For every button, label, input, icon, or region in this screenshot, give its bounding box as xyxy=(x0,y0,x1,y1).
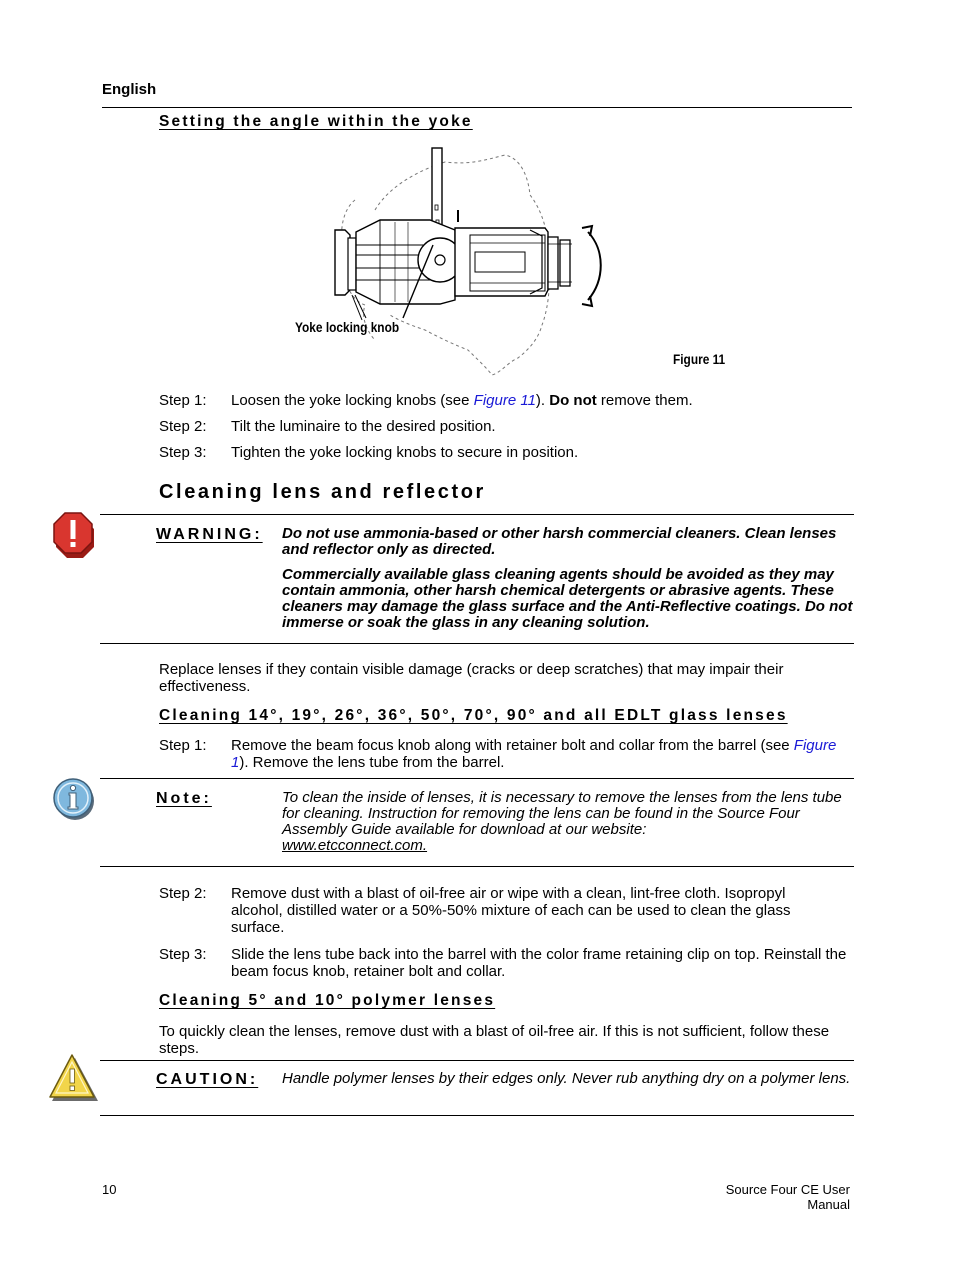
note-label: Note: xyxy=(156,790,212,807)
step-item xyxy=(159,737,859,773)
step-text: Tilt the luminaire to the desired position. xyxy=(231,418,496,435)
step-text-part: Remove the beam focus knob along with retainer bolt and collar from the barrel (see xyxy=(231,737,794,754)
step-text-part: remove them. xyxy=(596,392,693,409)
step-label: Step 2: xyxy=(159,418,207,435)
caution-triangle-icon xyxy=(48,1052,100,1104)
header-rule xyxy=(102,107,852,108)
step-text-part: ). Remove the lens tube from the barrel. xyxy=(239,754,505,771)
figure-11-link[interactable]: Figure 11 xyxy=(473,392,536,409)
note-top-rule xyxy=(100,778,854,779)
step-label: Step 1: xyxy=(159,737,207,754)
step-item xyxy=(159,946,859,982)
info-icon xyxy=(50,774,98,824)
warning-bottom-rule xyxy=(100,643,854,644)
note-text xyxy=(282,790,854,854)
note-bottom-rule xyxy=(100,866,854,867)
step-label: Step 2: xyxy=(159,885,207,902)
step-item xyxy=(159,392,859,410)
page-number: 10 xyxy=(102,1182,117,1197)
step-item xyxy=(159,418,859,436)
warning-label: WARNING: xyxy=(156,526,263,543)
figure-1-link[interactable]: Figure 1 xyxy=(231,737,837,771)
note-body: To clean the inside of lenses, it is necessary to remove the lenses from the lens tube for cleaning. Instruction for removing the lens can be found in the Source Four Assembly Guide available for download at our website: xyxy=(282,789,842,838)
website-link[interactable]: www.etcconnect.com. xyxy=(282,837,428,854)
step-text-part: ). xyxy=(535,392,550,409)
warning-octagon-icon xyxy=(50,511,96,561)
warning-text-2: Commercially available glass cleaning agents should be avoided as they may contain ammonia, other harsh chemical detergents or abrasive agents. These cleaners may damage the glass surface and the Anti-Reflective coatings. Do not immerse or soak the glass in any cleaning solution. xyxy=(282,566,853,631)
caution-text: Handle polymer lenses by their edges only. Never rub anything dry on a polymer lens. xyxy=(282,1070,851,1087)
caution-top-rule xyxy=(100,1060,854,1061)
step-item xyxy=(159,444,859,462)
caution-bottom-rule xyxy=(100,1115,854,1116)
step-text xyxy=(231,737,841,771)
step-text: Remove dust with a blast of oil-free air or wipe with a clean, lint-free cloth. Isopropyl alcohol, distilled water or a 50%-50% mixture of each can be used to clean the glass surface. xyxy=(231,885,791,936)
section-heading-yoke: Setting the angle within the yoke xyxy=(159,113,473,130)
warning-text-1: Do not use ammonia-based or other harsh commercial cleaners. Clean lenses and reflector only as directed. xyxy=(282,525,837,558)
figure-callout-yoke-knob: Yoke locking knob xyxy=(295,320,400,335)
step-label: Step 3: xyxy=(159,444,207,461)
step-text-part: Loosen the yoke locking knobs (see xyxy=(231,392,474,409)
step-text-emphasis: Do not xyxy=(549,392,597,409)
step-label: Step 3: xyxy=(159,946,207,963)
warning-top-rule xyxy=(100,514,854,515)
step-label: Step 1: xyxy=(159,392,207,409)
cleaning-intro-text: Replace lenses if they contain visible damage (cracks or deep scratches) that may impair their effectiveness. xyxy=(159,661,784,695)
section-heading-cleaning: Cleaning lens and reflector xyxy=(159,481,486,503)
step-text: Tighten the yoke locking knobs to secure in position. xyxy=(231,444,579,461)
footer-manual-title: Source Four CE User Manual xyxy=(725,1182,850,1212)
section-heading-polymer-lenses: Cleaning 5° and 10° polymer lenses xyxy=(159,992,496,1009)
figure-caption: Figure 11 xyxy=(673,352,726,367)
section-heading-glass-lenses: Cleaning 14°, 19°, 26°, 36°, 50°, 70°, 90° and all EDLT glass lenses xyxy=(159,707,788,724)
luminaire-yoke-illustration xyxy=(280,140,620,380)
page-header-language: English xyxy=(102,81,157,98)
caution-label: CAUTION: xyxy=(156,1071,259,1088)
step-text xyxy=(231,392,853,409)
step-text: Slide the lens tube back into the barrel with the color frame retaining clip on top. Reinstall the beam focus knob, retainer bolt and collar. xyxy=(231,946,847,980)
polymer-intro-text: To quickly clean the lenses, remove dust with a blast of oil-free air. If this is not sufficient, follow these steps. xyxy=(159,1023,830,1057)
step-item xyxy=(159,885,859,939)
